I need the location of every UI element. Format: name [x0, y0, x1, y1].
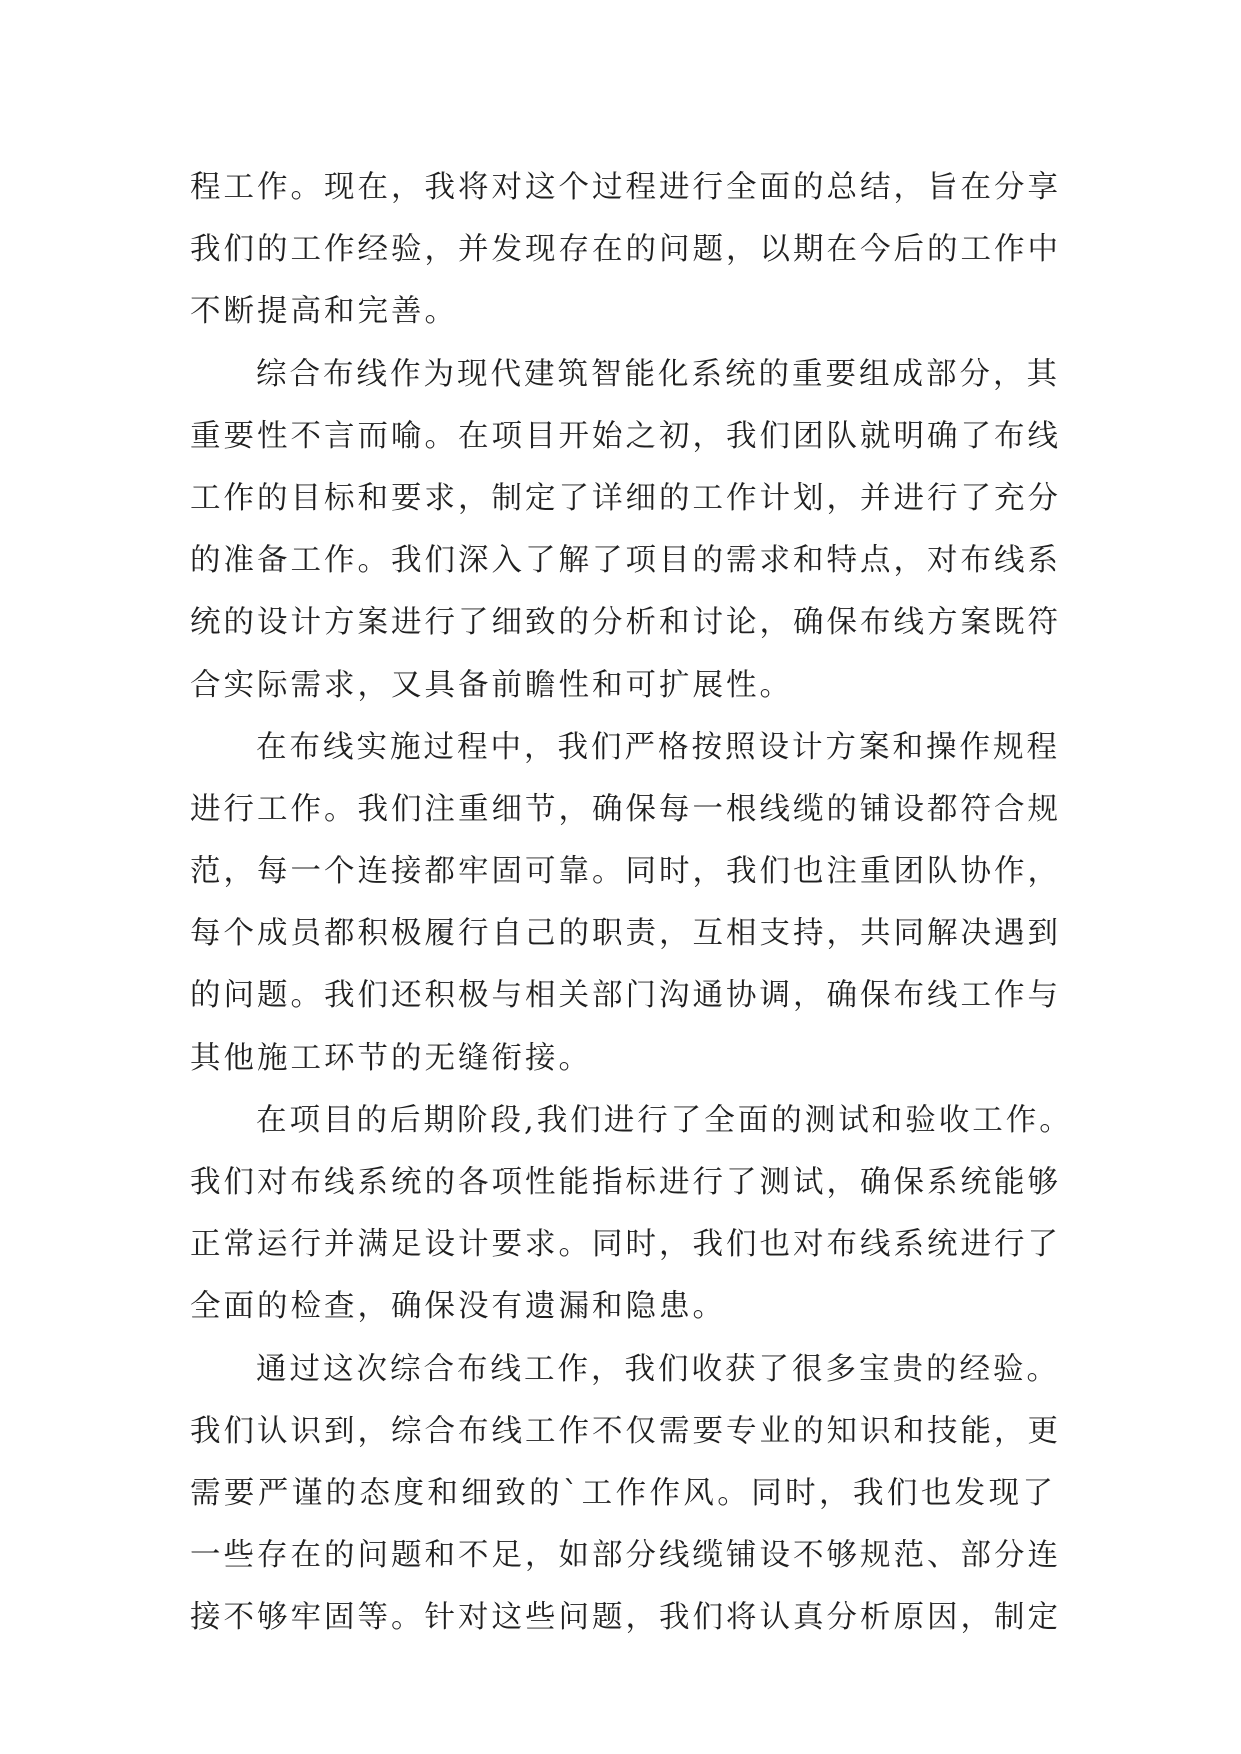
text-line: 正常运行并满足设计要求。同时，我们也对布线系统进行了 [190, 1227, 1061, 1263]
text-line: 每个成员都积极履行自己的职责，互相支持，共同解决遇到 [190, 916, 1061, 952]
text-line: 的问题。我们还积极与相关部门沟通协调，确保布线工作与 [190, 978, 1061, 1014]
text-line: 合实际需求，又具备前瞻性和可扩展性。 [190, 667, 793, 703]
text-line: 在布线实施过程中，我们严格按照设计方案和操作规程 [256, 729, 1060, 765]
text-line: 综合布线作为现代建筑智能化系统的重要组成部分，其 [256, 356, 1060, 392]
text-line: 程工作。现在，我将对这个过程进行全面的总结，旨在分享 [190, 170, 1061, 205]
text-line: 重要性不言而喻。在项目开始之初，我们团队就明确了布线 [190, 418, 1061, 454]
text-line: 进行工作。我们注重细节，确保每一根线缆的铺设都符合规 [190, 791, 1061, 827]
text-line: 我们对布线系统的各项性能指标进行了测试，确保系统能够 [190, 1165, 1061, 1200]
text-line: 我们的工作经验，并发现存在的问题，以期在今后的工作中 [190, 232, 1061, 268]
text-line: 通过这次综合布线工作，我们收获了很多宝贵的经验。 [256, 1351, 1060, 1387]
text-line: 需要严谨的态度和细致的`工作作风。同时，我们也发现了 [190, 1475, 1056, 1511]
text-line: 统的设计方案进行了细致的分析和讨论，确保布线方案既符 [190, 605, 1061, 641]
text-line: 工作的目标和要求，制定了详细的工作计划，并进行了充分 [190, 480, 1061, 516]
text-line: 在项目的后期阶段,我们进行了全面的测试和验收工作。 [256, 1102, 1073, 1138]
text-line: 一些存在的问题和不足，如部分线缆铺设不够规范、部分连 [190, 1538, 1061, 1574]
text-line: 其他施工环节的无缝衔接。 [190, 1040, 592, 1076]
text-line: 不断提高和完善。 [190, 294, 458, 330]
text-line: 范，每一个连接都牢固可靠。同时，我们也注重团队协作， [190, 854, 1061, 890]
text-line: 的准备工作。我们深入了解了项目的需求和特点，对布线系 [190, 543, 1061, 579]
document-body [190, 157, 1073, 1650]
text-line: 我们认识到，综合布线工作不仅需要专业的知识和技能，更 [190, 1413, 1061, 1449]
text-line: 全面的检查，确保没有遗漏和隐患。 [190, 1289, 726, 1325]
text-line: 接不够牢固等。针对这些问题，我们将认真分析原因，制定 [190, 1600, 1061, 1636]
